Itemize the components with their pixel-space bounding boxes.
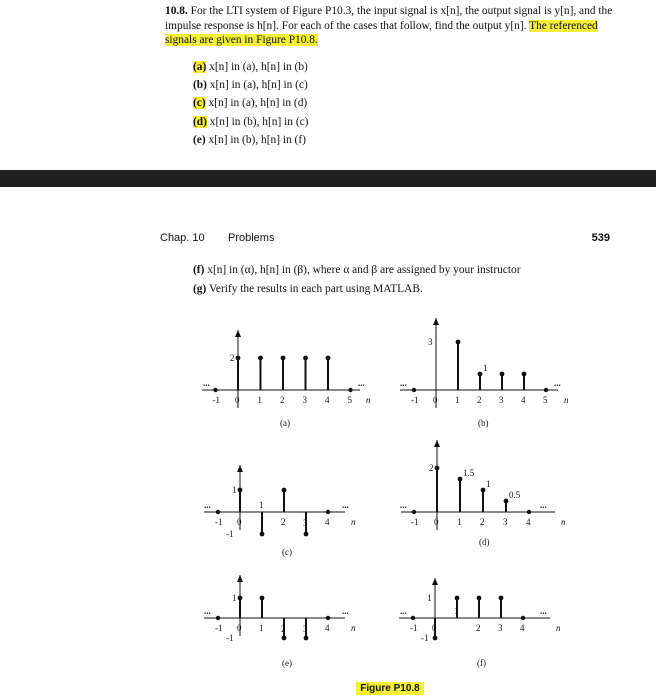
plot-b-stem-dot	[478, 372, 483, 377]
plot-a-ellipsis-right: ...	[358, 378, 365, 388]
plot-e-stem-dot	[260, 596, 265, 601]
plot-f-n-label: n	[556, 623, 561, 633]
plot-c-stem-dot	[238, 488, 243, 493]
plot-d-tick-label: 1	[457, 517, 462, 527]
part-b: (b) x[n] in (a), h[n] in (c)	[193, 79, 308, 92]
plot-c-value-label: -1	[226, 529, 234, 539]
plot-d-tick-label: 0	[434, 517, 439, 527]
plot-b-stem-dot	[456, 340, 461, 345]
plot-f-y-arrow	[432, 578, 438, 585]
plot-d-caption: (d)	[479, 537, 490, 547]
plot-a-tick-label: 1	[257, 395, 262, 405]
plot-d-tick-label: 4	[526, 517, 531, 527]
plot-a-zero-sample	[213, 388, 217, 392]
plot-f-zero-sample	[521, 616, 525, 620]
part-a: (a) x[n] in (a), h[n] in (b)	[193, 61, 308, 73]
plot-e-value-label: -1	[226, 633, 234, 643]
plot-e-value-label: 3	[303, 624, 308, 634]
plot-b-caption: (b)	[478, 418, 489, 428]
plot-b-ellipsis-right: ...	[554, 378, 561, 388]
plot-a-y-arrow	[235, 330, 241, 337]
plot-b-y-arrow	[433, 318, 439, 325]
plot-c-y-arrow	[237, 465, 243, 472]
plot-f-tick-label: 4	[520, 623, 525, 633]
plot-d-tick-label: 3	[503, 517, 508, 527]
plot-c-ellipsis-right: ...	[342, 500, 349, 510]
plot-c-value-label: 1	[259, 500, 264, 510]
plot-c-caption: (c)	[282, 547, 292, 557]
plot-c-n-label: n	[351, 517, 356, 527]
plot-f-value-label: -1	[421, 633, 429, 643]
part-c: (c) x[n] in (a), h[n] in (d)	[193, 97, 308, 110]
part-f: (f) x[n] in (α), h[n] in (β), where α and β are assigned by your instructor	[193, 264, 521, 276]
plot-c-zero-sample	[216, 510, 220, 514]
problem-intro: For the LTI system of Figure P10.3, the input signal is x[n], the output signal is y[n], and the impulse response is h[n]. For each of the cases that follow, find the output y[n].	[165, 5, 613, 32]
plot-b-tick-label: 0	[433, 395, 438, 405]
figure-caption: Figure P10.8	[356, 682, 424, 695]
plot-c-value-label: 3	[303, 518, 308, 528]
plot-b-ellipsis-left: ...	[400, 378, 407, 388]
section-label: Problems	[228, 232, 275, 244]
plot-f-stem-dot	[433, 636, 438, 641]
plot-e-zero-sample	[326, 616, 330, 620]
plot-e-zero-sample	[216, 616, 220, 620]
plot-c-tick-label: 2	[281, 517, 286, 527]
plot-c-ellipsis-left: ...	[204, 500, 211, 510]
plot-a-tick-label: 5	[347, 395, 352, 405]
plot-a-zero-sample	[348, 388, 352, 392]
plot-e-stem-dot	[304, 636, 309, 641]
plot-c-tick-label: -1	[215, 517, 223, 527]
plot-e-caption: (e)	[282, 658, 292, 668]
plot-d-value-label: 0.5	[509, 490, 521, 500]
plot-b-tick-label: 1	[455, 395, 460, 405]
plot-e-n-label: n	[351, 623, 356, 633]
plot-d-tick-label: 2	[480, 517, 485, 527]
plot-f-stem-dot	[455, 596, 460, 601]
plot-d-zero-sample	[412, 510, 416, 514]
plot-a-n-label: n	[366, 395, 371, 405]
plot-b-n-label: n	[564, 395, 569, 405]
plot-e-y-arrow	[237, 575, 243, 582]
plot-e-tick-label: -1	[215, 623, 223, 633]
plot-e-stem-dot	[282, 636, 287, 641]
plot-f-ellipsis-left: ...	[400, 606, 407, 616]
plot-c-zero-sample	[326, 510, 330, 514]
plot-e-tick-label: 0	[237, 623, 242, 633]
plot-c-tick-label: 4	[325, 517, 330, 527]
plot-e-stem-dot	[238, 596, 243, 601]
plot-d-value-label: 1.5	[463, 468, 475, 478]
plot-e-ellipsis-left: ...	[204, 606, 211, 616]
plot-d-stem-dot	[481, 488, 486, 493]
plot-d-tick-label: -1	[411, 517, 419, 527]
plot-c-value-label: 1	[232, 485, 237, 495]
plot-f-tick-label: -1	[410, 623, 418, 633]
plot-f-value-label: 1	[427, 593, 432, 603]
plot-e-tick-label: 1	[259, 623, 264, 633]
plot-a-value-label: 2	[230, 353, 235, 363]
plot-a-ellipsis-left: ...	[203, 378, 210, 388]
plot-e-ellipsis-right: ...	[342, 606, 349, 616]
plot-d-ellipsis-right: ...	[540, 500, 547, 510]
plot-d-ellipsis-left: ...	[400, 500, 407, 510]
plot-d-stem-dot	[504, 499, 509, 504]
plot-f-caption: (f)	[477, 658, 486, 668]
plot-b-stem-dot	[522, 372, 527, 377]
plot-c-stem-dot	[282, 488, 287, 493]
plot-e-value-label: 1	[232, 593, 237, 603]
plot-a-tick-label: 3	[302, 395, 307, 405]
plot-a-tick-label: 0	[235, 395, 240, 405]
part-d: (d) x[n] in (b), h[n] in (c)	[193, 115, 309, 128]
plot-d-value-label: 2	[429, 463, 434, 473]
plot-d-stem-dot	[458, 477, 463, 482]
plot-e-value-label: 2	[281, 624, 286, 634]
plot-a-tick-label: 4	[325, 395, 330, 405]
plot-f-tick-label: 2	[476, 623, 481, 633]
plot-d-value-label: 1	[486, 479, 491, 489]
part-e: (e) x[n] in (b), h[n] in (f)	[193, 133, 306, 146]
problem-highlight: The referenced signals are given in Figure P10.8.	[165, 19, 598, 46]
plot-f-stem-dot	[499, 596, 504, 601]
plot-b-value-label: 1	[483, 363, 488, 373]
plot-a-stem-dot	[326, 356, 331, 361]
part-g: (g) Verify the results in each part using MATLAB.	[193, 282, 423, 295]
plot-f-zero-sample	[411, 616, 415, 620]
plot-e-tick-label: 4	[325, 623, 330, 633]
plot-b-tick-label: 3	[499, 395, 504, 405]
plot-a-stem-dot	[281, 356, 286, 361]
plot-f-stem-dot	[477, 596, 482, 601]
plot-a-tick-label: 2	[280, 395, 285, 405]
chapter-label: Chap. 10	[160, 232, 205, 244]
plot-f-tick-label: 3	[498, 623, 503, 633]
plot-b-zero-sample	[412, 388, 416, 392]
plot-b-value-label: 3	[428, 337, 433, 347]
plot-f-tick-label: 0	[432, 623, 437, 633]
plot-c-stem-dot	[260, 532, 265, 537]
plot-d-zero-sample	[527, 510, 531, 514]
plot-b-tick-label: 2	[477, 395, 482, 405]
plot-d-y-arrow	[434, 440, 440, 447]
plot-a-caption: (a)	[280, 418, 290, 428]
plot-d-stem-dot	[435, 466, 440, 471]
plot-a-stem-dot	[236, 356, 241, 361]
plot-a-stem-dot	[258, 356, 263, 361]
plot-b-zero-sample	[544, 388, 548, 392]
plot-a-tick-label: -1	[212, 395, 220, 405]
plot-b-stem-dot	[500, 372, 505, 377]
plot-d-n-label: n	[561, 517, 566, 527]
problem-number: 10.8.	[165, 5, 188, 17]
plot-c-stem-dot	[304, 532, 309, 537]
page-number: 539	[591, 232, 610, 244]
plot-c-tick-label: 0	[237, 517, 242, 527]
plot-b-tick-label: -1	[411, 395, 419, 405]
plot-b-tick-label: 4	[521, 395, 526, 405]
plot-f-ellipsis-right: ...	[540, 606, 547, 616]
plot-f-value-label: 1	[454, 606, 459, 616]
plot-a-stem-dot	[303, 356, 308, 361]
plot-b-tick-label: 5	[543, 395, 548, 405]
